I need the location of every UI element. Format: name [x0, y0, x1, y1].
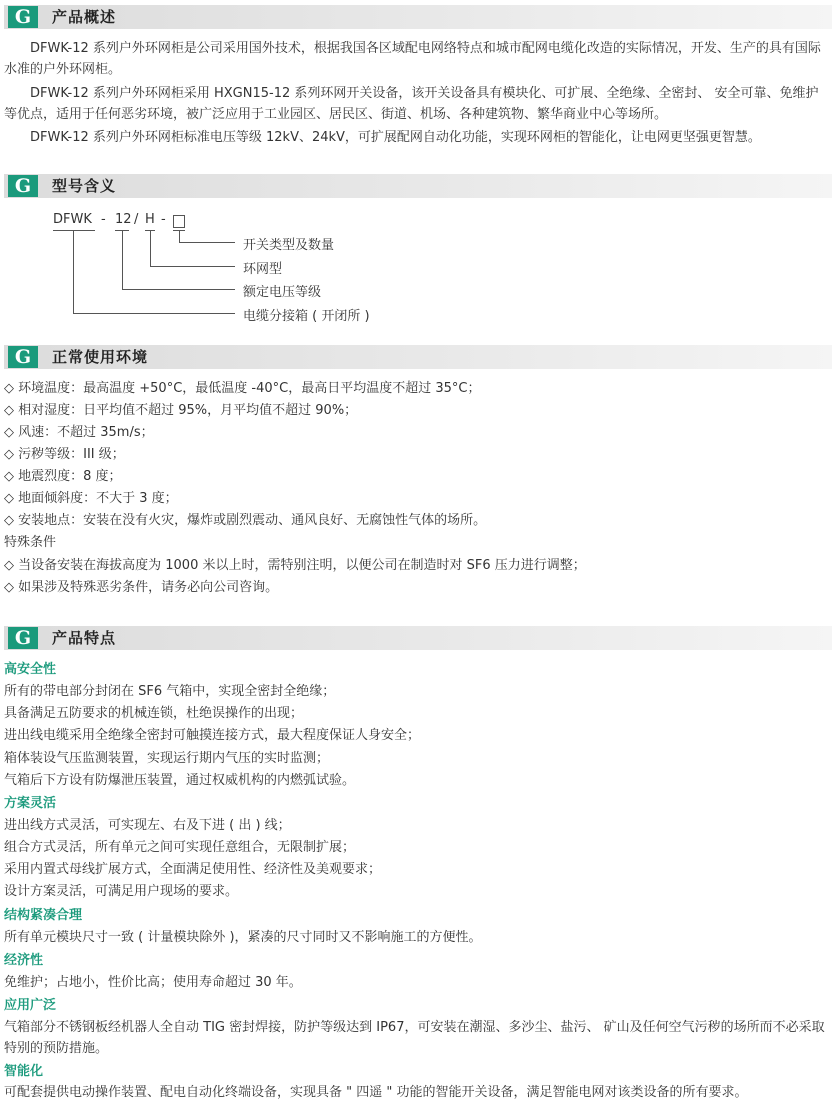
connector-line [73, 230, 74, 313]
connector-line [73, 313, 235, 314]
section-header-environment [4, 345, 832, 369]
section-header-features [4, 626, 832, 650]
env-item: ◇ 环境温度：最高温度 +50°C，最低温度 -40°C，最高日平均温度不超过 35°C； [4, 381, 481, 396]
feature-item: 采用内置式母线扩展方式，全面满足使用性、经济性及美观要求； [4, 862, 382, 877]
env-item: ◇ 地面倾斜度：不大于 3 度； [4, 491, 178, 506]
feature-item: 所有单元模块尺寸一致 ( 计量模块除外 )，紧凑的尺寸同时又不影响施工的方便性。 [4, 930, 482, 945]
feature-item: 具备满足五防要求的机械连锁，杜绝误操作的出现； [4, 706, 304, 721]
env-item: ◇ 如果涉及特殊恶劣条件，请务必向公司咨询。 [4, 580, 279, 595]
connector-line [122, 289, 235, 290]
overview-paragraph-3: DFWK-12 系列户外环网柜标准电压等级 12kV、24kV，可扩展配网自动化功能，实现环网柜的智能化，让电网更坚强更智慧。 [30, 130, 761, 145]
g-logo-icon: G [8, 6, 38, 28]
model-voltage: 12 [115, 212, 132, 227]
feature-heading-smart: 智能化 [4, 1064, 44, 1079]
feature-item: 进出线电缆采用全绝缘全密封可触摸连接方式，最大程度保证人身安全； [4, 728, 421, 743]
g-logo-icon: G [8, 175, 38, 197]
feature-heading-compact: 结构紧凑合理 [4, 908, 83, 923]
env-item: ◇ 地震烈度：8 度； [4, 469, 122, 484]
underline [53, 230, 95, 231]
feature-item: 免维护；占地小，性价比高；使用寿命超过 30 年。 [4, 975, 302, 990]
feature-heading-safety: 高安全性 [4, 662, 57, 677]
overview-paragraph-2: DFWK-12 系列户外环网柜采用 HXGN15-12 系列环网开关设备，该开关设备具有模块化、可扩展、全绝缘、全密封、 安全可靠、免维护等优点，适用于任何恶劣环境，被广泛应用于工业园区、居民区、街道、机场、各种建筑物、繁华商业中心等场所。 [4, 86, 819, 122]
model-dash: - [101, 212, 106, 227]
feature-heading-application: 应用广泛 [4, 998, 57, 1013]
model-label-cable-box: 电缆分接箱 ( 开闭所 ) [243, 309, 370, 324]
connector-line [122, 230, 123, 289]
feature-heading-flexible: 方案灵活 [4, 796, 57, 811]
model-slash: / [134, 212, 139, 227]
connector-line [150, 230, 151, 266]
placeholder-box-icon [173, 215, 185, 228]
section-header-model [4, 174, 832, 198]
g-logo-icon: G [8, 346, 38, 368]
feature-item: 箱体装设气压监测装置，实现运行期内气压的实时监测； [4, 751, 330, 766]
section-title: 产品特点 [52, 629, 117, 647]
env-item: ◇ 风速：不超过 35m/s； [4, 425, 154, 440]
model-type: H [145, 212, 155, 227]
overview-paragraph-1: DFWK-12 系列户外环网柜是公司采用国外技术，根据我国各区域配电网络特点和城市配网电缆化改造的实际情况，开发、生产的具有国际水准的户外环网柜。 [4, 41, 821, 77]
g-logo-icon: G [8, 627, 38, 649]
connector-line [179, 242, 235, 243]
model-label-switch-type: 开关类型及数量 [243, 238, 335, 253]
feature-item: 设计方案灵活，可满足用户现场的要求。 [4, 884, 239, 899]
env-item: ◇ 当设备安装在海拔高度为 1000 米以上时，需特别注明，以便公司在制造时对 SF6 压力进行调整； [4, 558, 586, 573]
feature-item: 可配套提供电动操作装置、配电自动化终端设备，实现具备 " 四遥 " 功能的智能开关设备，满足智能电网对该类设备的所有要求。 [4, 1085, 748, 1100]
feature-item: 气箱部分不锈钢板经机器人全自动 TIG 密封焊接，防护等级达到 IP67，可安装在潮湿、多沙尘、盐污、 矿山及任何空气污秽的场所而不必采取特别的预防措施。 [4, 1020, 825, 1056]
model-dash: - [161, 212, 166, 227]
feature-item: 进出线方式灵活，可实现左、右及下进 ( 出 ) 线； [4, 818, 291, 833]
special-conditions-heading: 特殊条件 [4, 535, 57, 550]
section-header-overview [4, 5, 832, 29]
section-title: 产品概述 [52, 8, 117, 26]
section-title: 型号含义 [52, 177, 117, 195]
feature-item: 组合方式灵活，所有单元之间可实现任意组合，无限制扩展； [4, 840, 356, 855]
section-title: 正常使用环境 [52, 348, 149, 366]
env-item: ◇ 污秽等级：III 级； [4, 447, 125, 462]
connector-line [179, 230, 180, 242]
feature-heading-economy: 经济性 [4, 953, 44, 968]
model-prefix: DFWK [53, 212, 92, 227]
env-item: ◇ 安装地点：安装在没有火灾，爆炸或剧烈震动、通风良好、无腐蚀性气体的场所。 [4, 513, 487, 528]
model-label-ring-type: 环网型 [243, 262, 283, 277]
model-label-voltage-class: 额定电压等级 [243, 285, 322, 300]
connector-line [150, 266, 235, 267]
env-item: ◇ 相对湿度：日平均值不超过 95%，月平均值不超过 90%； [4, 403, 358, 418]
feature-item: 气箱后下方设有防爆泄压装置，通过权威机构的内燃弧试验。 [4, 773, 356, 788]
feature-item: 所有的带电部分封闭在 SF6 气箱中，实现全密封全绝缘； [4, 684, 336, 699]
